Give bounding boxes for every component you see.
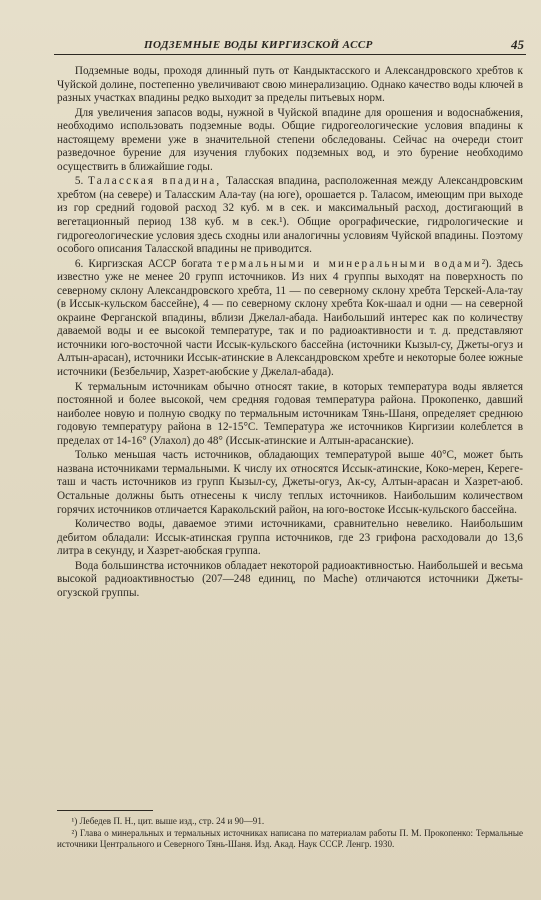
paragraph-7: Количество воды, даваемое этими источниками, сравнительно невелико. Наибольшим дебитом обладали: Иссык-атинская группа источников, где 23 грифона расходовали до 13,6 литра в секунду, и Хазрет-аюбская группа. (57, 518, 523, 558)
footnote-2: ²) Глава о минеральных и термальных источниках написана по материалам работы П. М. Прокопенко: Термальные источники Центрального и Северного Тянь-Шаня. Изд. Акад. Наук СССР. Ленгр. 1930. (57, 828, 523, 850)
body-text (57, 65, 523, 601)
footnote-1: ¹) Лебедев П. Н., цит. выше изд., стр. 24 и 90—91. (71, 816, 265, 826)
footnote-divider (57, 810, 153, 811)
paragraph-1: Подземные воды, проходя длинный путь от Кандыктасского и Александровского хребтов к Чуйской долине, постепенно увеличивают свою минерализацию. Однако качество воды ключей в разных участках впадины редко выходит за пределы питьевых норм. (57, 65, 523, 105)
paragraph-2: Для увеличения запасов воды, нужной в Чуйской впадине для орошения и водоснабжения, необходимо использовать подземные воды. Общие гидрогеологические условия впадины к настоящему времени уже в значительной степени обследованы. Сейчас на очереди стоит разведочное бурение для изучения глубоких подземных вод, и это бурение необходимо осуществить в ближайшие годы. (57, 106, 523, 173)
paragraph-8: Вода большинства источников обладает некоторой радиоактивностью. Наибольшей и весьма высокой радиоактивностью (207—248 единиц, по Mache) отличаются источники Джеты-огузской группы. (57, 559, 523, 599)
paragraph-3-text: Таласская впадина, расположенная между Александровским хребтом (на севере) и Таласским Ала-тау (на юге), орошается р. Таласом, имеющим при выходе из гор средний годовой расход 32 куб. м в сек. и максимальный расход, достигающий в вегетационный период 138 куб. м в сек.¹). Общие орографические, гидрологические и гидрогеологические условия здесь сходны или аналогичны условиям Чуйской впадины. Поэтому особого описания Таласской впадины не приводится. (57, 175, 524, 256)
paragraph-5: К термальным источникам обычно относят такие, в которых температура воды является постоянной и более высокой, чем средняя годовая температура района. Прокопенко, давший наиболее новую и полную сводку по термальным источникам Тянь-Шаня, определяет среднюю годовую температуру района в 12-15°С. Температура же источников Киргизии колеблется в пределах от 14-16° (Улахол) до 48° (Иссык-атинские и Алтын-арасанские). (57, 380, 523, 447)
paragraph-3 (57, 175, 523, 256)
paragraph-6: Только меньшая часть источников, обладающих температурой выше 40°С, может быть названа источниками термальными. К числу их относятся Иссык-атинские, Коко-мерен, Кереге-таш и часть источников из групп Кызыл-су, Джеты-огуз, Ак-су, Алтын-арасан и Хазрет-аюб. Остальные должны быть отнесены к числу теплых источников. Наибольшим количеством горячих источников отличается Каракольский район, на юго-востоке Иссык-кульского бассейна. (57, 449, 523, 516)
footnote-ref: ²). (481, 257, 492, 270)
paragraph-4-text: Здесь известно уже не менее 20 групп источников. Из них 4 группы выходят на поверхность по северному склону Александровского хребта, 11 — по северному склону хребта Терскей-Ала-тау (в Иссык-кульском бассейне), 4 — по северному склону хребта Кок-шаал и одни — на северной окраине Ферганской впадины, вблизи Джелал-абада. Наибольший интерес как по количеству даваемой воды и ее высокой температуре, так и по радиоактивности и т. д. представляют источники юго-восточной части Иссык-кульского бассейна (источники Кызыл-су, Джеты-огуз и Алтын-арасан), источники Иссык-атинские в Александровском хребте и некоторые более южные источники (Безбельчир, Хазрет-аюбские у Джелал-абада). (57, 257, 524, 379)
section-number: 5. (74, 175, 84, 188)
running-header (54, 38, 526, 55)
page-number: 45 (511, 37, 524, 52)
spaced-term: термальными и минеральными водами (217, 257, 482, 270)
paragraph-4 (57, 258, 523, 380)
header-title: ПОДЗЕМНЫЕ ВОДЫ КИРГИЗСКОЙ АССР (144, 39, 373, 51)
footnotes (57, 816, 523, 852)
paragraph-4-lead: 6. Киргизская АССР богата (74, 257, 213, 270)
spaced-term: Таласская впадина, (88, 175, 222, 188)
